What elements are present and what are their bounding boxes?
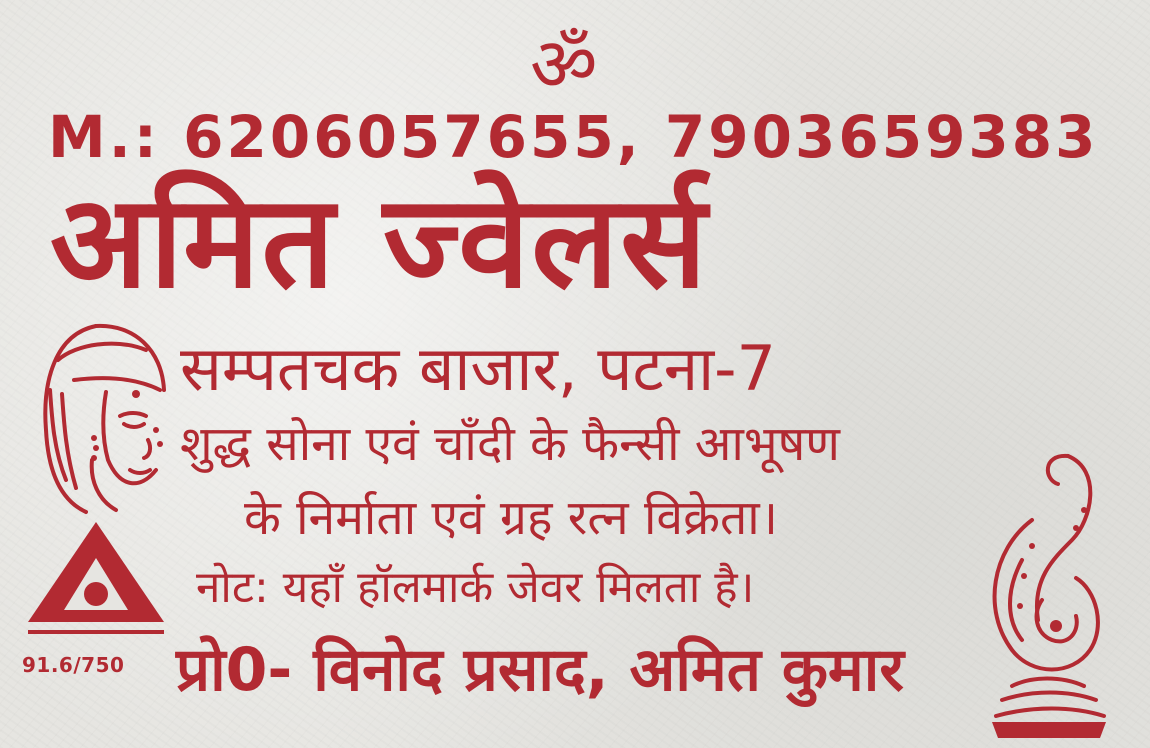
woman-face-icon [36,320,170,516]
description-line-2: के निर्माता एवं ग्रह रत्न विक्रेता। [244,490,778,546]
hallmark-grade: 91.6/750 [22,653,125,677]
shop-address: सम्पतचक बाजार, पटना-7 [180,332,776,405]
proprietor-names: प्रो0- विनोद प्रसाद, अमित कुमार [176,635,904,705]
mobile-numbers: M.: 6206057655, 7903659383 [48,103,1099,171]
paisley-ornament-icon [972,450,1112,740]
om-symbol: ॐ [530,22,598,108]
bis-hallmark-logo [24,518,168,648]
shop-name: अमित ज्वेलर्स [50,167,709,317]
hallmark-note: नोट: यहाँ हॉलमार्क जेवर मिलता है। [196,562,755,613]
description-line-1: शुद्ध सोना एवं चाँदी के फैन्सी आभूषण [180,416,841,472]
